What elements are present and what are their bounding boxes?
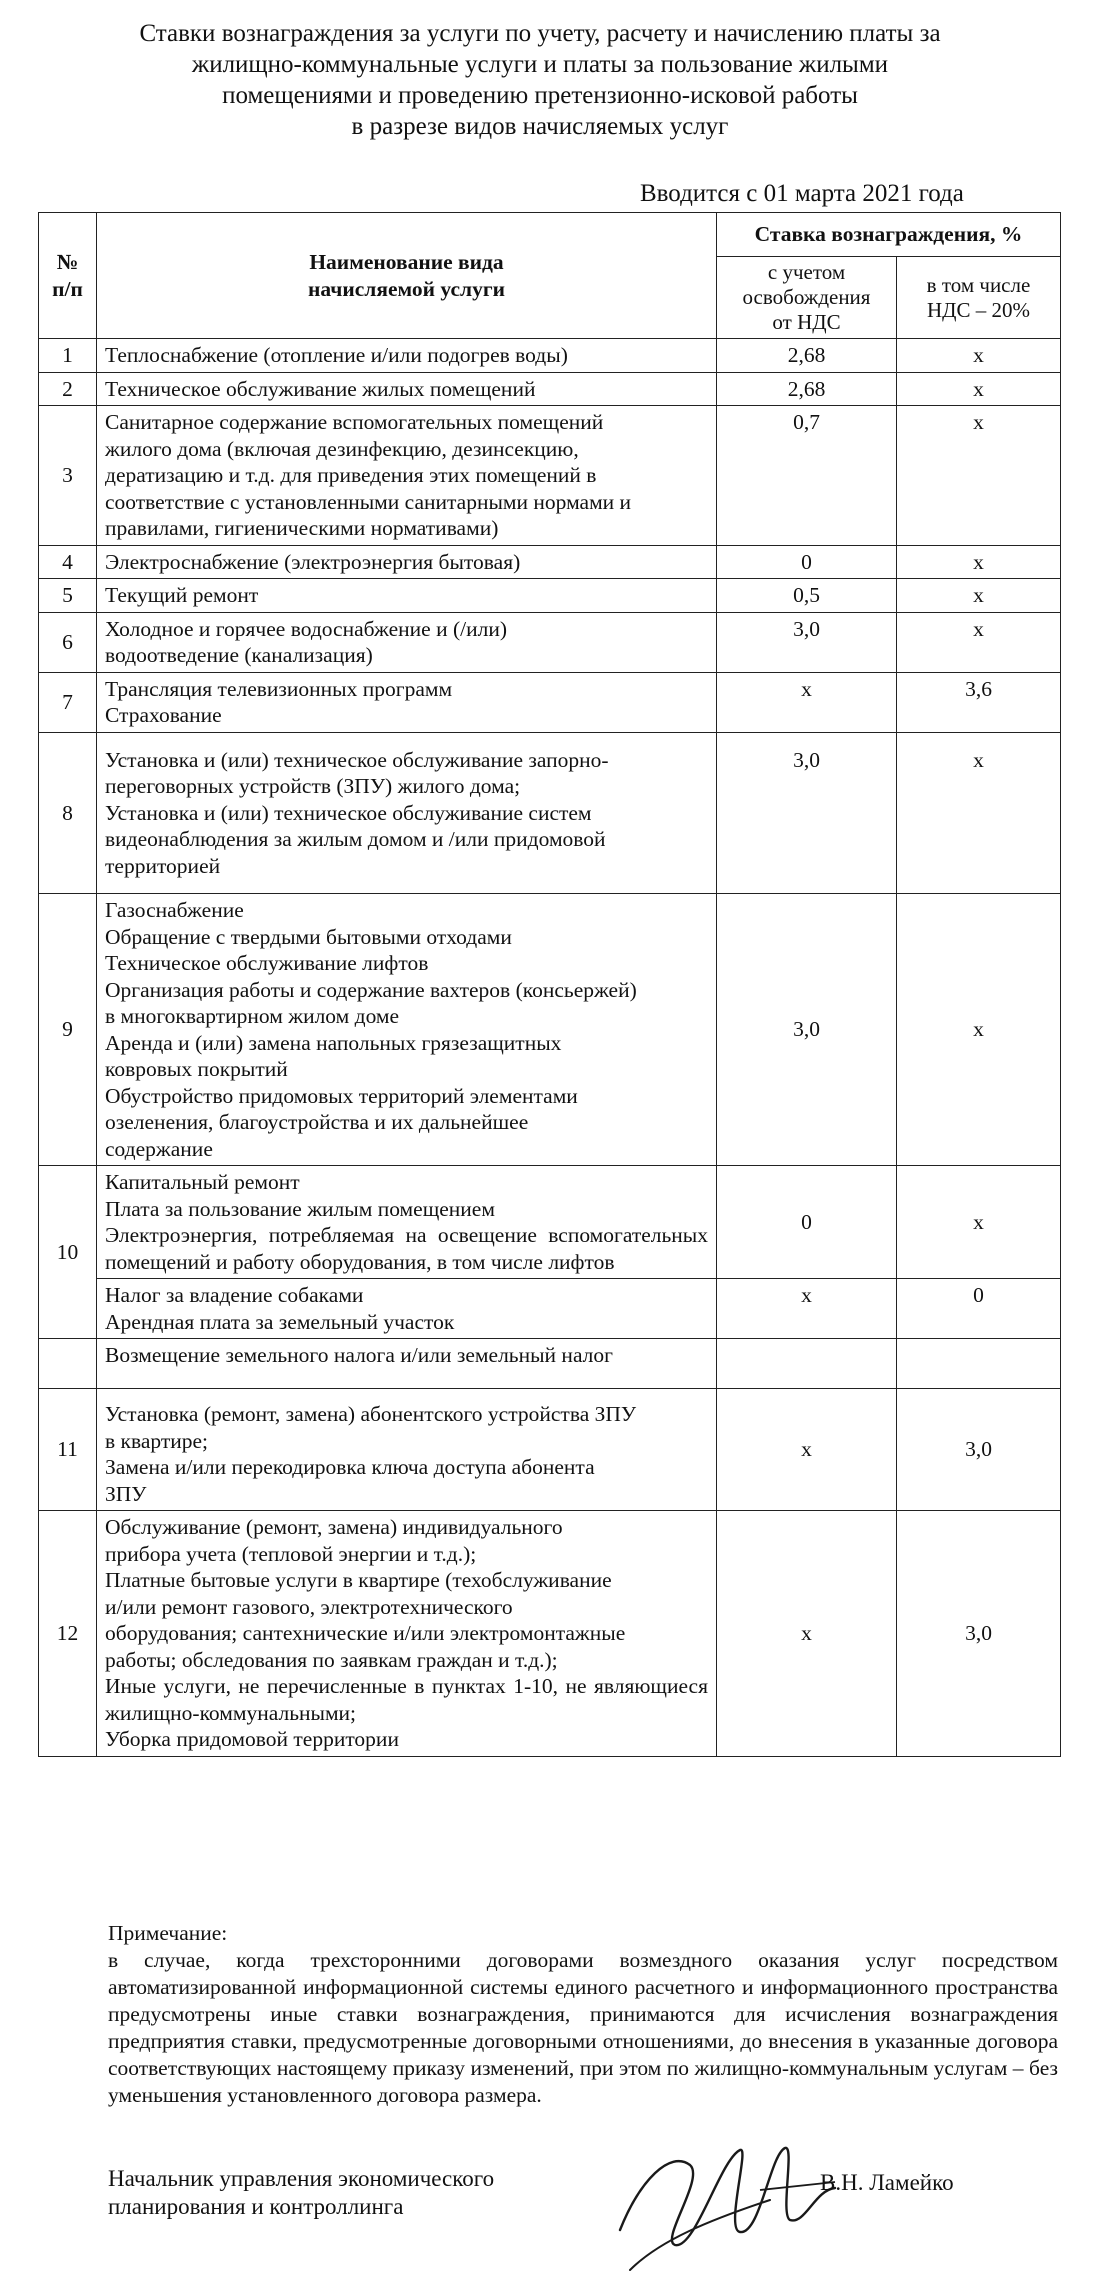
row-num: 1 (39, 339, 97, 373)
row-service: Холодное и горячее водоснабжение и (/или) водоотведение (канализация) (97, 612, 717, 672)
table-row (39, 672, 1061, 732)
row-service: Налог за владение собаками Арендная плата за земельный участок (97, 1279, 717, 1339)
table-row (39, 406, 1061, 546)
row-num: 2 (39, 372, 97, 406)
signatory-name: В.Н. Ламейко (820, 2170, 954, 2195)
row-num: 10 (39, 1166, 97, 1339)
row-service: Текущий ремонт (97, 579, 717, 613)
note-text: в случае, когда трехсторонними договорами возмездного оказания услуг посредством автоматизированной информационной системы единого расчетного и информационного пространства предусмотрены иные ставки вознаграждения, принимаются для исчисления вознаграждения предприятия ставки, предусмотренные договорными отношениями, до внесения в указанные договора соответствующих настоящему приказу изменений, при этом по жилищно-коммунальным услугам – без уменьшения установленного договора размера. (108, 1948, 1058, 2107)
row-num: 9 (39, 894, 97, 1166)
row-rate-exempt: 3,0 (717, 732, 897, 894)
row-rate-exempt (717, 1339, 897, 1389)
row-num: 3 (39, 406, 97, 546)
table-row (39, 732, 1061, 894)
row-rate-vat: x (897, 579, 1061, 613)
row-rate-vat: x (897, 1166, 1061, 1279)
row-rate-vat: x (897, 894, 1061, 1166)
row-rate-exempt: 2,68 (717, 339, 897, 373)
row-rate-vat: x (897, 545, 1061, 579)
row-rate-vat: x (897, 406, 1061, 546)
row-rate-vat (897, 1339, 1061, 1389)
row-num: 12 (39, 1511, 97, 1757)
row-rate-exempt: 2,68 (717, 372, 897, 406)
table-row (39, 372, 1061, 406)
row-num: 5 (39, 579, 97, 613)
signatory-position: Начальник управления экономического планирования и контроллинга (108, 2166, 495, 2219)
table-row (39, 1389, 1061, 1511)
effective-date: Вводится с 01 марта 2021 года (640, 180, 964, 207)
row-rate-exempt: 0 (717, 545, 897, 579)
row-rate-exempt: x (717, 1279, 897, 1339)
table-row (39, 1279, 1061, 1339)
row-rate-exempt: 0,7 (717, 406, 897, 546)
row-service: Возмещение земельного налога и/или земельный налог (97, 1339, 717, 1389)
row-rate-vat: x (897, 339, 1061, 373)
row-rate-exempt: x (717, 1511, 897, 1757)
table-row (39, 339, 1061, 373)
row-service: Обслуживание (ремонт, замена) индивидуального прибора учета (тепловой энергии и т.д.); Платные бытовые услуги в квартире (техобслуживание и/или ремонт газового, электротехнического оборудования; сантехнические и/или электромонтажные работы; обследования по заявкам граждан и т.д.); Иные услуги, не перечисленные в пунктах 1-10, не являющиеся жилищно-коммунальными; Уборка придомовой территории (97, 1511, 717, 1757)
row-service: Электроснабжение (электроэнергия бытовая) (97, 545, 717, 579)
table-row (39, 545, 1061, 579)
row-rate-exempt: 3,0 (717, 894, 897, 1166)
table-row (39, 1511, 1061, 1757)
title-line: жилищно-коммунальные услуги и платы за пользование жилыми (191, 51, 889, 78)
row-num: 7 (39, 672, 97, 732)
row-rate-exempt: 0,5 (717, 579, 897, 613)
row-num (39, 1339, 97, 1389)
row-rate-exempt: x (717, 1389, 897, 1511)
title-line: в разрезе видов начисляемых услуг (351, 113, 729, 140)
header-service-name: Наименование вида начисляемой услуги (97, 213, 717, 339)
row-service: Техническое обслуживание жилых помещений (97, 372, 717, 406)
note-heading: Примечание: (108, 1921, 228, 1945)
handwritten-signature (600, 2120, 840, 2280)
document-title (120, 18, 960, 142)
table-row (39, 894, 1061, 1166)
row-rate-vat: x (897, 732, 1061, 894)
row-rate-vat: x (897, 612, 1061, 672)
row-rate-vat: 3,0 (897, 1389, 1061, 1511)
table-row (39, 1339, 1061, 1389)
row-rate-vat: 3,6 (897, 672, 1061, 732)
title-line: Ставки вознаграждения за услуги по учету, расчету и начислению платы за (139, 20, 941, 47)
header-rate-exempt: с учетом освобождения от НДС (717, 257, 897, 339)
rates-table (38, 212, 1061, 1757)
header-rate-vat: в том числе НДС – 20% (897, 257, 1061, 339)
row-rate-vat: 3,0 (897, 1511, 1061, 1757)
row-num: 6 (39, 612, 97, 672)
header-num: № п/п (39, 213, 97, 339)
row-service: Теплоснабжение (отопление и/или подогрев воды) (97, 339, 717, 373)
row-rate-exempt: 3,0 (717, 612, 897, 672)
title-line: помещениями и проведению претензионно-исковой работы (222, 82, 858, 109)
header-rate: Ставка вознаграждения, % (717, 213, 1061, 257)
row-rate-vat: x (897, 372, 1061, 406)
note-block (108, 1920, 1058, 2109)
row-num: 4 (39, 545, 97, 579)
row-rate-exempt: x (717, 672, 897, 732)
table-row (39, 579, 1061, 613)
row-service: Установка и (или) техническое обслуживание запорно- переговорных устройств (ЗПУ) жилого дома; Установка и (или) техническое обслуживание систем видеонаблюдения за жилым домом и /или придомовой территорией (97, 732, 717, 894)
table-row (39, 612, 1061, 672)
row-num: 11 (39, 1389, 97, 1511)
row-service: Трансляция телевизионных программ Страхование (97, 672, 717, 732)
row-service: Санитарное содержание вспомогательных помещений жилого дома (включая дезинфекцию, дезинсекцию, дератизацию и т.д. для приведения этих помещений в соответствие с установленными санитарными нормами и правилами, гигиеническими нормативами) (97, 406, 717, 546)
row-rate-vat: 0 (897, 1279, 1061, 1339)
row-rate-exempt: 0 (717, 1166, 897, 1279)
row-service: Капитальный ремонт Плата за пользование жилым помещением Электроэнергия, потребляемая на освещение вспомогательных помещений и работу оборудования, в том числе лифтов (97, 1166, 717, 1279)
row-num: 8 (39, 732, 97, 894)
row-service: Газоснабжение Обращение с твердыми бытовыми отходами Техническое обслуживание лифтов Организация работы и содержание вахтеров (консьержей) в многоквартирном жилом доме Аренда и (или) замена напольных грязезащитных ковровых покрытий Обустройство придомовых территорий элементами озеленения, благоустройства и их дальнейшее содержание (97, 894, 717, 1166)
row-service: Установка (ремонт, замена) абонентского устройства ЗПУ в квартире; Замена и/или перекодировка ключа доступа абонента ЗПУ (97, 1389, 717, 1511)
table-row (39, 1166, 1061, 1279)
